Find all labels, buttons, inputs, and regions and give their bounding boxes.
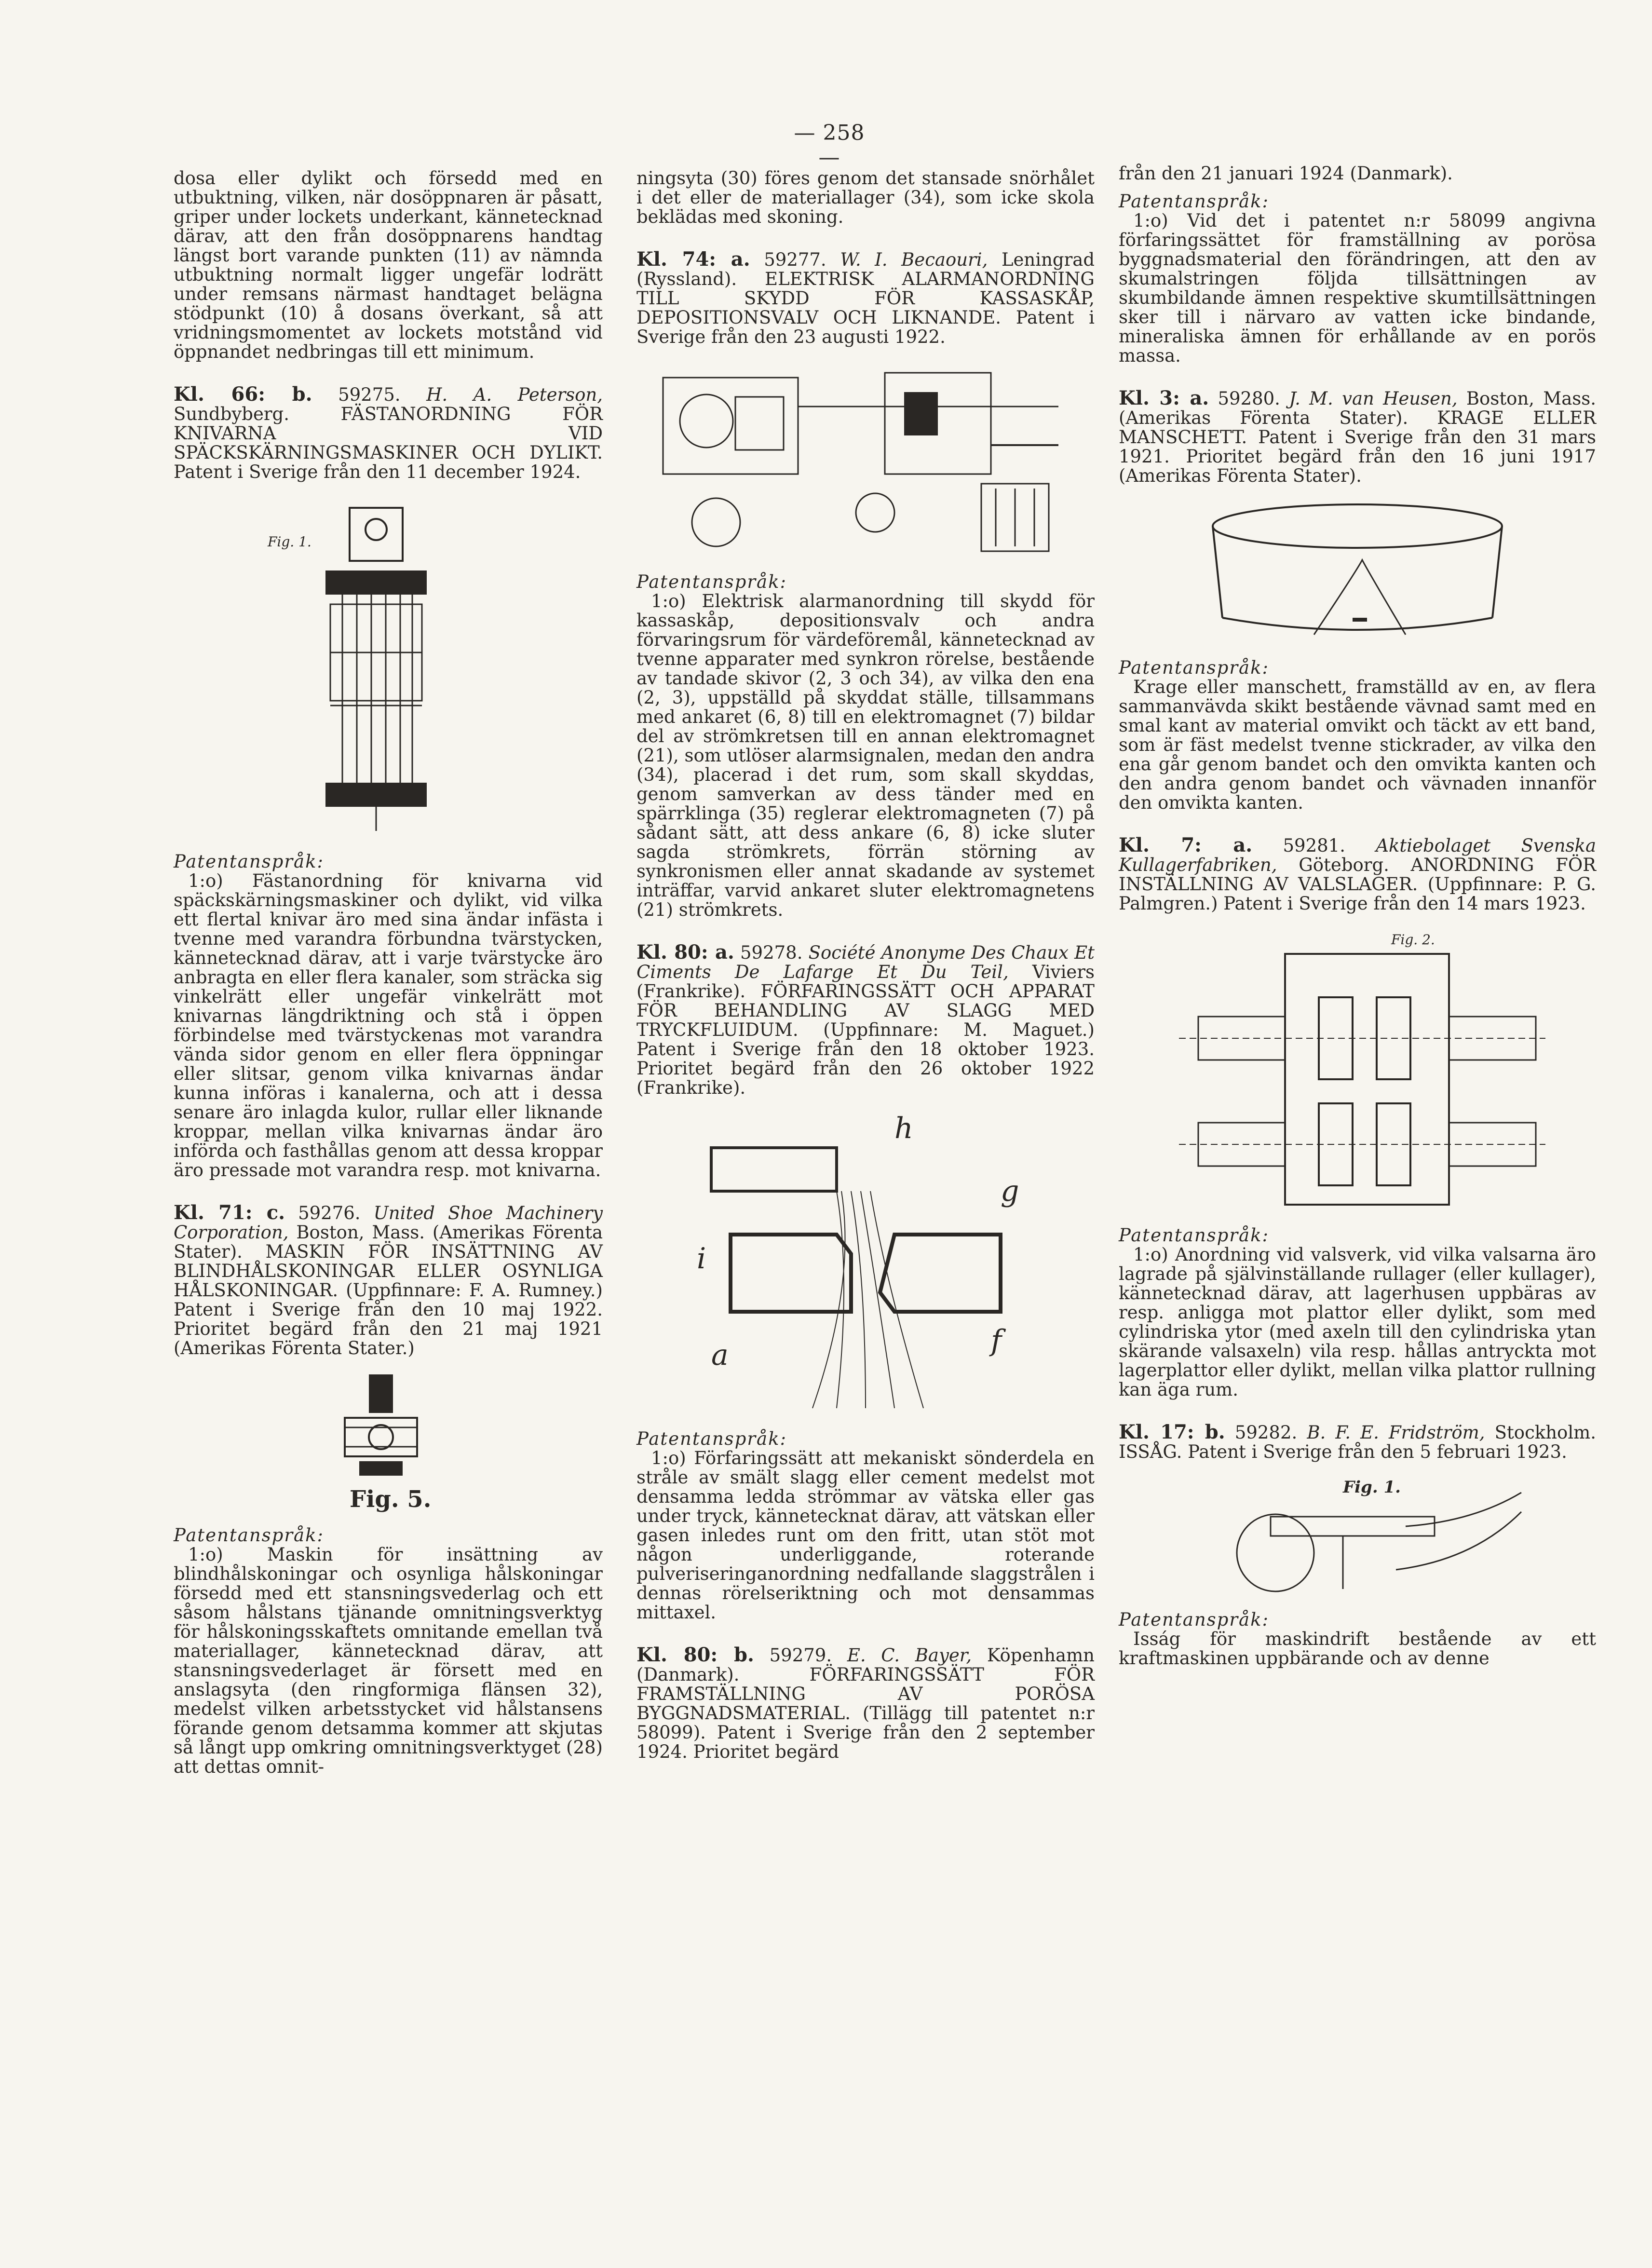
paragraph: dosa eller dylikt och försedd med en utbuktning, vilken, när dosöppnaren är påsatt, griper under lockets underkant, kännetecknad därav, att den från dosöppnarens handtag längst bort varande punkten (11) av nämnda utbuktning normalt ligger ungefär lodrätt under remsans närmast handtaget belägna stödpunkt (10) å dosans överkant, så att vridningsmomentet av lockets motstånd vid öppnandet nedbringas till ett minimum. <box>174 168 603 362</box>
claims-label: Patentanspråk: <box>1119 191 1269 212</box>
paragraph: från den 21 januari 1924 (Danmark). <box>1119 163 1453 184</box>
figure-eyelet-machine <box>287 1370 489 1514</box>
claim-text: Krage eller manschett, framställd av en, av flera sammanvävda skikt bestående vävnad samt med en smal kant av material omvikt och täckt av ett band, som är fäst medelst tvenne stickrader, av vilka den ena går genom bandet och den omvikta kanten och den andra genom bandet och vävnaden innanför den omvikta kanten. <box>1119 677 1596 813</box>
entry-heading: Kl. 71: c. 59276. United Shoe Machinery Corporation, Boston, Mass. (Amerikas Förenta Stater). MASKIN FÖR INSÄTTNING AV BLINDHÅLSKONINGAR ELLER OSYNLIGA HÅLSKONINGAR. (Uppfinnare: F. A. Rumney.) Patent i Sverige från den 10 maj 1922. Prioritet begärd från den 21 maj 1921 (Amerikas Förenta Stater.) <box>174 1201 603 1358</box>
entry-heading: Kl. 80: a. 59278. Société Anonyme Des Chaux Et Ciments De Lafarge Et Du Teil, Viviers (Frankrike). FÖRFARINGSSÄTT OCH APPARAT FÖR BEHANDLING AV SLAGG MED TRYCKFLUIDUM. (Uppfinnare: M. Maguet.) Patent i Sverige från den 18 oktober 1923. Prioritet begärd från den 26 oktober 1922 (Frankrike). <box>636 941 1095 1098</box>
entry-heading: Kl. 80: b. 59279. E. C. Bayer, Köpenhamn (Danmark). FÖRFARINGSSÄTT FÖR FRAMSTÄLLNING AV PORÖSA BYGGNADSMATERIAL. (Tillägg till patentet n:r 58099). Patent i Sverige från den 2 september 1924. Prioritet begärd <box>636 1643 1095 1762</box>
claim-text: 1:o) Elektrisk alarmanordning till skydd för kassaskåp, depositionsvalv och andra förvaringsrum för värdeföremål, kännetecknad av tvenne apparater med synkron rörelse, bestående av tandade skivor (2, 3 och 34), av vilka den ena (2, 3), uppställd på skyddat ställe, tillsammans med ankaret (6, 8) till en elektromagnet (7) bildar del av strömkretsen till en annan elektromagnet (21), som utlöser alarmsignalen, medan den andra (34), placerad i det rum, som skall skyddas, genom samverkan av dess tänder med en spärrklinga (35) reglerar elektromagneten (7) på sådant sätt, att dess ankare (6, 8) icke sluter sagda strömkrets, förrän störning av synkronismen eller annat skadande av systemet inträffar, varvid ankaret sluter elektromagnetens (21) strömkrets. <box>636 591 1095 920</box>
claim-text: 1:o) Maskin för insättning av blindhålskoningar och osynliga hålskoningar försedd med ett stansningsvederlag och ett såsom hålstans tjänande omnitningsverktyg för hålskoningsskaftets omnitande emellan två materiallager, kännetecknad därav, att stansningsvederlaget är försett med en anslagsyta (den ringformiga flänsen 32), medelst vilken arbetsstycket vid hålstansens förande genom detsamma kommer att skjutas så långt upp omkring omnitningsverktyget (28) att dettas omnit- <box>174 1544 603 1777</box>
claims-label: Patentanspråk: <box>636 1428 787 1449</box>
paragraph: ningsyta (30) föres genom det stansade snörhålet i det eller de materiallager (34), som icke skola beklädas med skoning. <box>636 168 1095 227</box>
figure-roll-bearing <box>1160 925 1555 1214</box>
claims-label: Patentanspråk: <box>1119 1609 1269 1630</box>
claims-label: Patentanspråk: <box>1119 1225 1269 1246</box>
figure-label: Fig. 5. <box>350 1486 432 1513</box>
figure-label: Fig. 1. <box>268 534 311 550</box>
entry-heading: Kl. 74: a. 59277. W. I. Becaouri, Leningrad (Ryssland). ELEKTRISK ALARMANORDNING TILL SKYDD FÖR KASSASKÅP, DEPOSITIONSVALV OCH LIKNANDE. Patent i Sverige från den 23 augusti 1922. <box>636 248 1095 347</box>
svg-text:a: a <box>711 1338 729 1372</box>
figure-collar <box>1203 497 1512 647</box>
figure-label: Fig. 2. <box>1391 932 1435 948</box>
page-number: — 258 — <box>794 121 865 170</box>
figure-slag-apparatus <box>692 1109 1039 1418</box>
claims-label: Patentanspråk: <box>174 1525 324 1546</box>
claims-label: Patentanspråk: <box>1119 657 1269 678</box>
svg-text:g: g <box>1001 1174 1019 1208</box>
column-2 <box>636 169 1095 1762</box>
entry-heading: Kl. 3: a. 59280. J. M. van Heusen, Boston, Mass. (Amerikas Förenta Stater). KRAGE ELLER MANSCHETT. Patent i Sverige från den 31 mars 1921. Prioritet begärd från den 16 juni 1917 (Amerikas Förenta Stater). <box>1119 387 1596 486</box>
svg-text:i: i <box>697 1242 706 1276</box>
claims-label: Patentanspråk: <box>636 571 787 592</box>
figure-knife-holder <box>234 493 542 841</box>
svg-text:h: h <box>894 1112 913 1145</box>
entry-heading: Kl. 66: b. 59275. H. A. Peterson, Sundbyberg. FÄSTANORDNING FÖR KNIVARNA VID SPÄCKSKÄRNINGSMASKINER OCH DYLIKT. Patent i Sverige från den 11 december 1924. <box>174 383 603 482</box>
column-3 <box>1119 164 1596 1668</box>
column-1 <box>174 169 603 1777</box>
entry-heading: Kl. 7: a. 59281. Aktiebolaget Svenska Kullagerfabriken, Göteborg. ANORDNING FÖR INSTÄLLNING AV VALSLAGER. (Uppfinnare: P. G. Palmgren.) Patent i Sverige från den 14 mars 1923. <box>1119 834 1597 914</box>
claims-label: Patentanspråk: <box>174 851 324 872</box>
claim-text: 1:o) Förfaringssätt att mekaniskt sönderdela en stråle av smält slagg eller cement medelst mot densamma ledda strömmar av vätska eller gas under tryck, kännetecknat därav, att vätskan eller gasen inledes runt om den fritt, utan stöt mot någon underliggande, roterande pulveriseringanordning nedfallande slaggstrålen i dennas rörelseriktning och mot densammas mittaxel. <box>636 1448 1095 1623</box>
claim-text: Isság för maskindrift bestående av ett kraftmaskinen uppbärande och av denne <box>1119 1629 1596 1669</box>
claim-text: 1:o) Fästanordning för knivarna vid späckskärningsmaskiner och dylikt, vid vilka ett flertal knivar äro med sina ändar infästa i tvenne med varandra förbundna tvärstycken, kännetecknad därav, att i varje tvärstycke äro anbragta en eller flera kanaler, som sträcka sig vinkelrätt eller ungefär vinkelrätt mot knivarnas längdriktning och stå i öppen förbindelse med tvärstyckenas mot varandra vända sidor genom en eller flera öppningar eller slitsar, genom vilka knivarnas ändar kunna införas i kanalerna, och att i dessa senare äro inlagda kulor, rullar eller liknande kroppar, mellan vilka knivarnas ändar äro införda och fasthållas genom att dessa kroppar äro pressade mot varandra resp. mot knivarna. <box>174 870 603 1181</box>
figure-ice-saw <box>1184 1473 1531 1599</box>
figure-alarm-device <box>653 358 1078 561</box>
claim-text: 1:o) Anordning vid valsverk, vid vilka valsarna äro lagrade på självinställande rullager (eller kullager), kännetecknad därav, att lagerhusen uppbäras av resp. anligga mot plattor eller dylikt, som med cylindriska ytor (med axeln till den cylindriska ytan skärande valsaxeln) vila resp. hållas antryckta mot lagerplattor eller dylikt, mellan vilka plattor rullning kan äga rum. <box>1119 1244 1596 1400</box>
claim-text: 1:o) Vid det i patentet n:r 58099 angivna förfaringssättet för framställning av porösa byggnadsmaterial den förändringen, att den av skumalstringen följda tillsättningen av skumbildande ämnen respektive skumtillsättningen sker till i närvaro av vatten icke bindande, mineraliska ämnen för erhållande av en porös massa. <box>1119 210 1596 366</box>
figure-label: Fig. 1. <box>1343 1478 1401 1497</box>
svg-text:f: f <box>991 1324 1002 1358</box>
entry-heading: Kl. 17: b. 59282. B. F. E. Fridström, Stockholm. ISSÅG. Patent i Sverige från den 5 februari 1923. <box>1119 1421 1596 1462</box>
